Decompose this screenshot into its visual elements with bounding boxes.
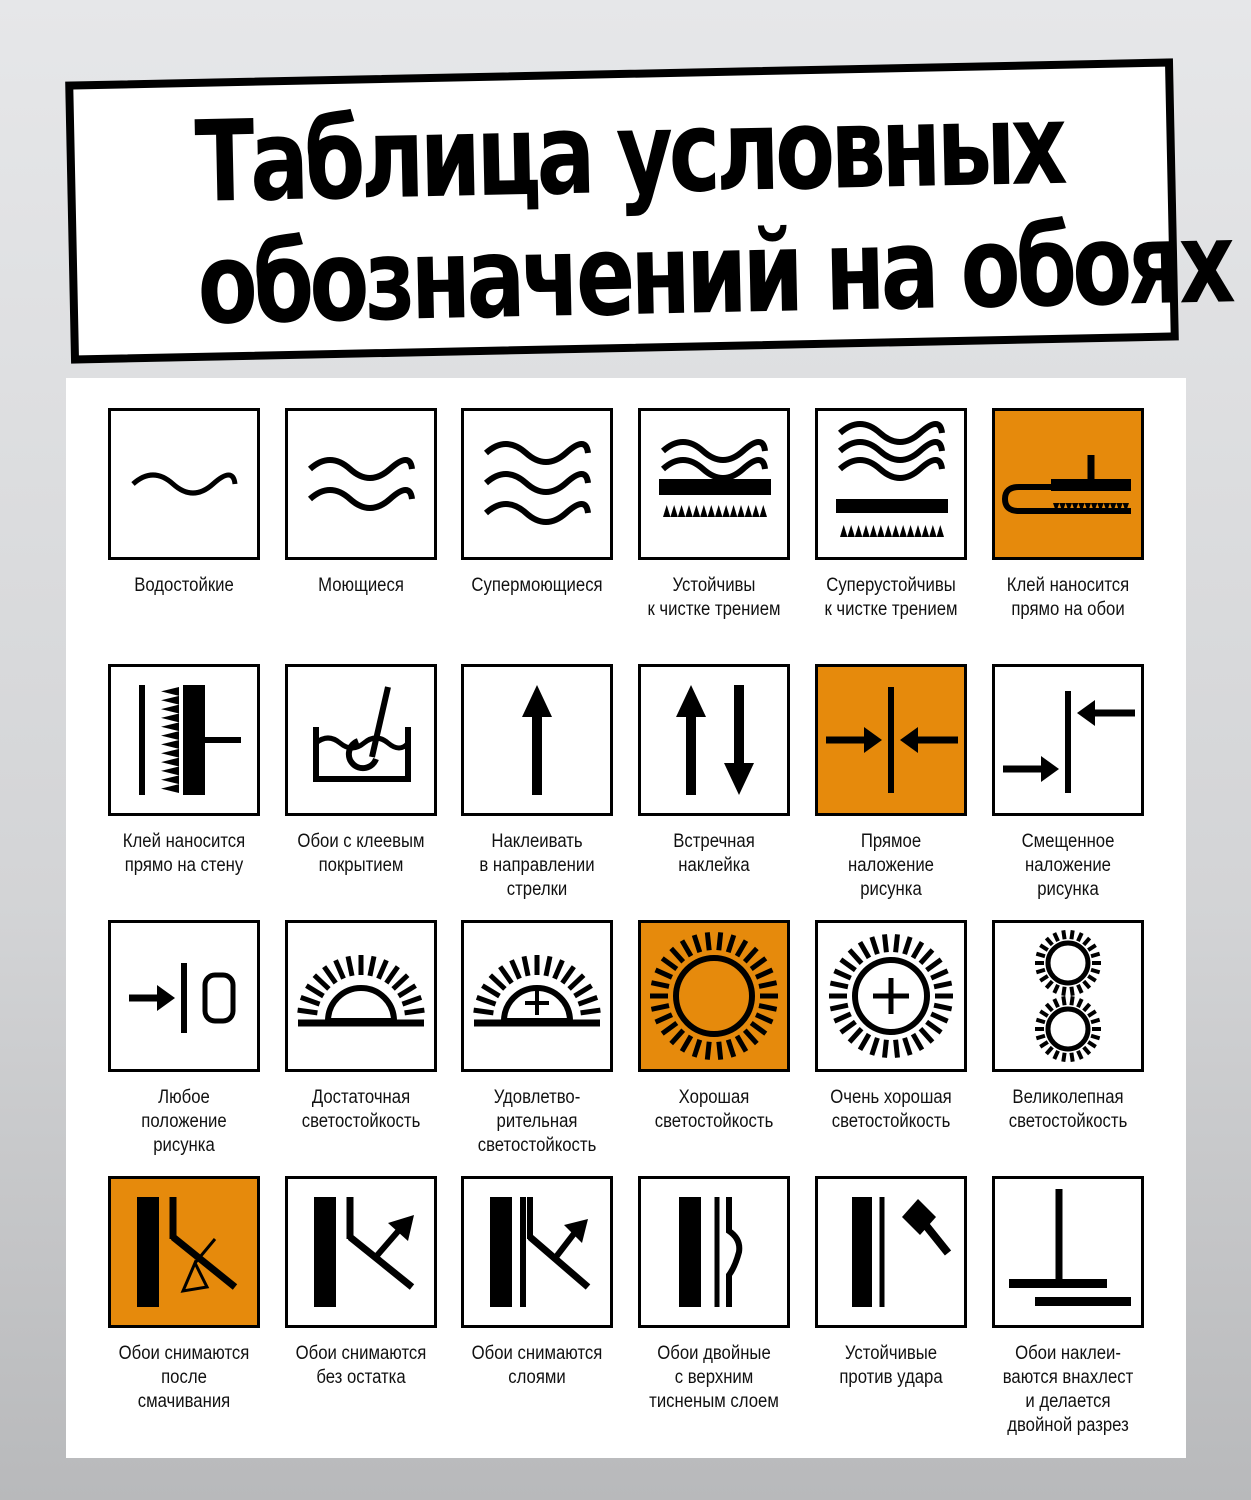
free-match-icon	[108, 920, 260, 1072]
straight-match-icon	[815, 664, 967, 816]
offset-match-icon	[992, 664, 1144, 816]
three-waves-icon	[461, 408, 613, 560]
symbol-glue-on-wall	[108, 664, 260, 878]
symbol-label: Обои наклеи- ваются внахлест и делается двойной разрез	[1002, 1343, 1134, 1436]
symbol-sun-plus	[815, 920, 967, 1134]
symbol-label: Моющиеся	[318, 575, 404, 596]
symbol-label: Устойчивые против удара	[839, 1343, 943, 1388]
duplex-icon	[638, 1176, 790, 1328]
symbol-offset-match	[992, 664, 1144, 902]
symbol-label: Обои снимаются без остатка	[295, 1343, 427, 1388]
symbol-label: Очень хорошая светостойкость	[830, 1087, 952, 1132]
symbol-label: Любое положение рисунка	[141, 1087, 227, 1156]
arrows-opposite-icon	[638, 664, 790, 816]
symbol-label: Супермоющиеся	[471, 575, 603, 596]
symbol-label: Встречная наклейка	[673, 831, 755, 876]
symbol-label: Обои снимаются после смачивания	[118, 1343, 250, 1412]
symbol-free-match	[108, 920, 260, 1158]
peel-dry-icon	[285, 1176, 437, 1328]
symbol-label: Обои снимаются слоями	[471, 1343, 603, 1388]
title-box	[65, 58, 1232, 363]
symbol-pre-pasted	[285, 664, 437, 878]
half-sun-plus-icon	[461, 920, 613, 1072]
symbol-label: Достаточная светостойкость	[301, 1087, 421, 1132]
glue-on-wall-icon	[108, 664, 260, 816]
symbol-label: Водостойкие	[134, 575, 234, 596]
hammer-icon	[815, 1176, 967, 1328]
title-line-2: обозначений на обоях	[196, 198, 1232, 350]
symbol-peel-wet	[108, 1176, 260, 1414]
symbol-label: Великолепная светостойкость	[1008, 1087, 1128, 1132]
symbol-duplex	[638, 1176, 790, 1414]
waves-brush-icon	[638, 408, 790, 560]
arrow-up-icon	[461, 664, 613, 816]
symbol-straight-match	[815, 664, 967, 902]
symbol-label: Устойчивы к чистке трением	[647, 575, 781, 620]
symbol-peel-layers	[461, 1176, 613, 1390]
sun-plus-icon	[815, 920, 967, 1072]
peel-layers-icon	[461, 1176, 613, 1328]
symbol-label: Суперустойчивы к чистке трением	[824, 575, 958, 620]
symbol-half-sun-plus	[461, 920, 613, 1158]
symbol-two-waves	[285, 408, 437, 598]
symbol-overlap-cut	[992, 1176, 1144, 1438]
symbol-label: Обои двойные с верхним тисненым слоем	[649, 1343, 779, 1412]
pre-pasted-icon	[285, 664, 437, 816]
two-waves-icon	[285, 408, 437, 560]
peel-wet-icon	[108, 1176, 260, 1328]
symbol-label: Наклеивать в направлении стрелки	[479, 831, 595, 900]
symbol-two-suns	[992, 920, 1144, 1134]
half-sun-icon	[285, 920, 437, 1072]
symbols-panel	[66, 378, 1186, 1458]
symbol-label: Хорошая светостойкость	[654, 1087, 774, 1132]
title-line-1: Таблица условных	[193, 79, 1064, 228]
two-suns-icon	[992, 920, 1144, 1072]
overlap-cut-icon	[992, 1176, 1144, 1328]
symbol-waves-brush-strong	[815, 408, 967, 622]
symbol-label: Смещенное наложение рисунка	[1021, 831, 1115, 900]
symbol-waves-brush	[638, 408, 790, 622]
symbol-brush-on-wallpaper	[992, 408, 1144, 622]
symbol-three-waves	[461, 408, 613, 598]
symbol-sun	[638, 920, 790, 1134]
symbol-half-sun	[285, 920, 437, 1134]
symbol-label: Прямое наложение рисунка	[848, 831, 934, 900]
symbol-arrows-opposite	[638, 664, 790, 878]
brush-on-wallpaper-icon	[992, 408, 1144, 560]
waves-brush-strong-icon	[815, 408, 967, 560]
one-wave-icon	[108, 408, 260, 560]
symbol-arrow-up	[461, 664, 613, 902]
symbol-label: Удовлетво- рительная светостойкость	[477, 1087, 597, 1156]
sun-icon	[638, 920, 790, 1072]
symbol-hammer	[815, 1176, 967, 1390]
symbol-label: Обои с клеевым покрытием	[297, 831, 425, 876]
symbol-label: Клей наносится прямо на обои	[1006, 575, 1130, 620]
symbol-one-wave	[108, 408, 260, 598]
symbol-peel-dry	[285, 1176, 437, 1390]
symbol-label: Клей наносится прямо на стену	[122, 831, 246, 876]
